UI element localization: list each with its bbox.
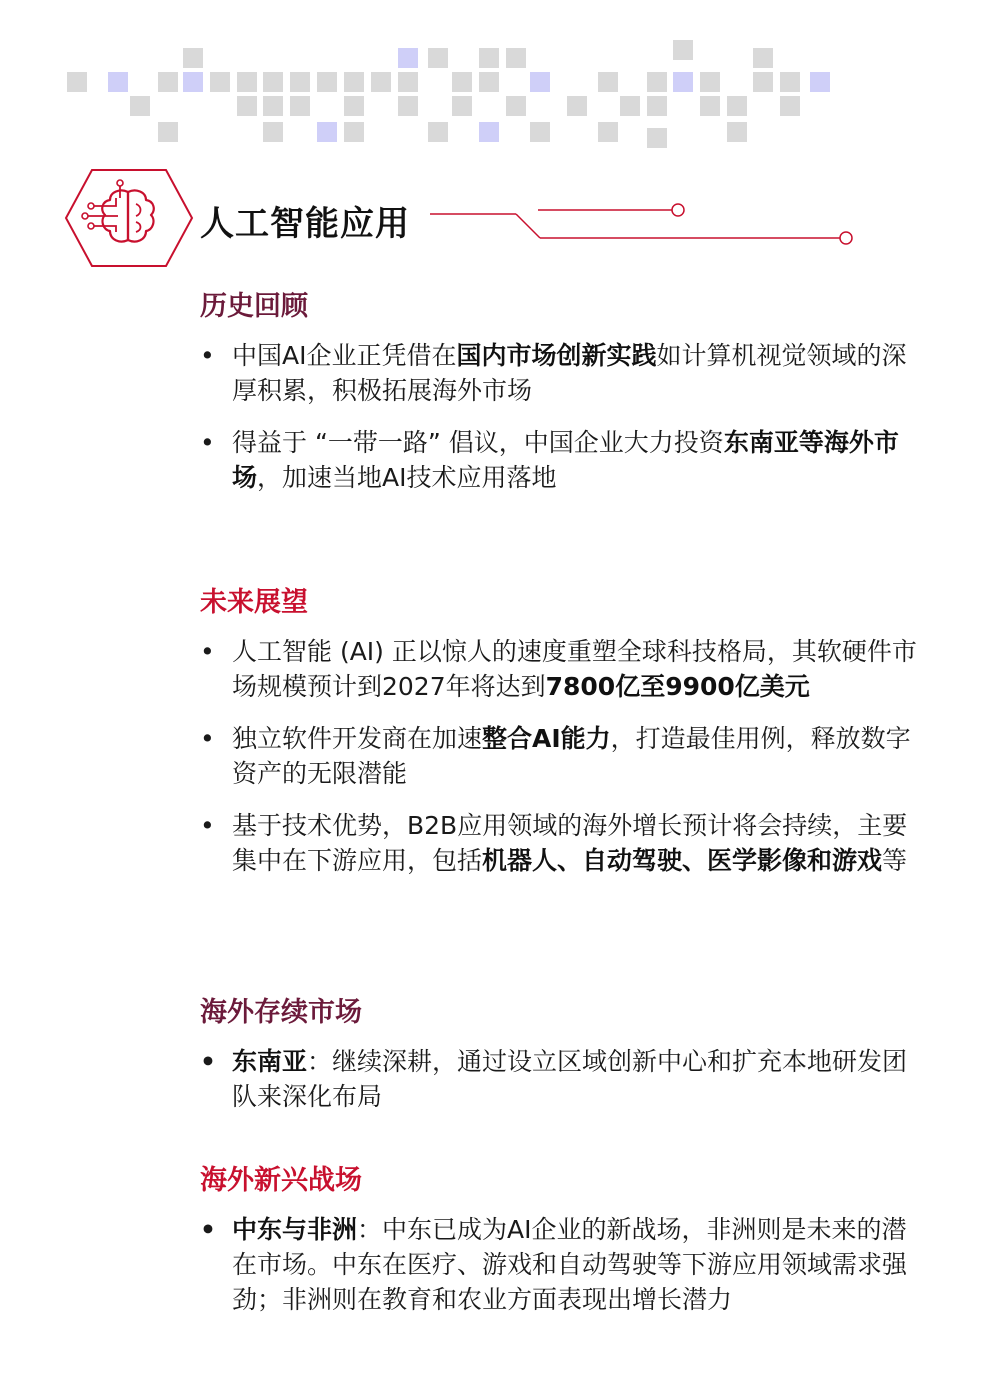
pixel-square bbox=[700, 72, 720, 92]
text-segment: 中国AI企业正凭借在 bbox=[232, 341, 457, 370]
bullet-dot: • bbox=[200, 637, 215, 666]
pixel-square bbox=[598, 122, 618, 142]
pixel-square bbox=[263, 96, 283, 116]
bold-text-segment: 东南亚 bbox=[232, 1047, 308, 1076]
bullet-dot: • bbox=[200, 1215, 216, 1244]
text-segment: 基于技术优势，B2B应用领域的海外增长预计将会持续，主要集中在下游应用，包括 bbox=[232, 811, 908, 875]
pixel-square bbox=[344, 72, 364, 92]
section-heading: 未来展望 bbox=[200, 587, 308, 618]
bold-text-segment: 7800亿至9900亿美元 bbox=[545, 672, 810, 701]
pixel-square bbox=[290, 72, 310, 92]
bullet-dot: • bbox=[200, 428, 215, 457]
pixel-square bbox=[479, 122, 499, 142]
pixel-square bbox=[210, 72, 230, 92]
list-item bbox=[200, 338, 930, 408]
pixel-square bbox=[700, 96, 720, 116]
pixel-square bbox=[780, 96, 800, 116]
pixel-square bbox=[780, 72, 800, 92]
pixel-square bbox=[753, 48, 773, 68]
pixel-square bbox=[647, 72, 667, 92]
text-segment: 人工智能 (AI) 正以惊人的速度重塑全球科技格局，其软硬件市场规模预计到2027年将达到 bbox=[232, 637, 917, 701]
text-segment: ：继续深耕，通过设立区域创新中心和扩充本地研发团队来深化布局 bbox=[232, 1047, 908, 1111]
list-item bbox=[200, 634, 930, 704]
pixel-square bbox=[753, 72, 773, 92]
pixel-square bbox=[344, 122, 364, 142]
bullet-list bbox=[200, 634, 930, 895]
bold-text-segment: 整合AI能力 bbox=[482, 724, 611, 753]
pixel-square bbox=[673, 40, 693, 60]
text-segment: 得益于 “一带一路” 倡议，中国企业大力投资 bbox=[232, 428, 724, 457]
pixel-square bbox=[398, 96, 418, 116]
pixel-square bbox=[263, 72, 283, 92]
list-item bbox=[200, 808, 930, 878]
pixel-square bbox=[317, 72, 337, 92]
pixel-square bbox=[130, 96, 150, 116]
pixel-square bbox=[530, 122, 550, 142]
list-item bbox=[200, 1212, 930, 1317]
pixel-square bbox=[237, 96, 257, 116]
pixel-square bbox=[344, 96, 364, 116]
title-connector-lines bbox=[420, 196, 870, 252]
pixel-square bbox=[428, 48, 448, 68]
pixel-square bbox=[479, 72, 499, 92]
pixel-square bbox=[371, 72, 391, 92]
section-heading: 海外存续市场 bbox=[200, 997, 362, 1028]
bold-text-segment: 国内市场创新实践 bbox=[456, 341, 657, 370]
pixel-square bbox=[567, 96, 587, 116]
pixel-square bbox=[506, 96, 526, 116]
bullet-dot: • bbox=[200, 811, 215, 840]
pixel-square bbox=[727, 122, 747, 142]
text-segment: 如计算机视觉领域的深厚积累，积极拓展海外市场 bbox=[232, 341, 907, 405]
text-segment: ：中东已成为AI企业的新战场，非洲则是未来的潜在市场。中东在医疗、游戏和自动驾驶等下游应用领域需求强劲；非洲则在教育和农业方面表现出增长潜力 bbox=[232, 1215, 908, 1314]
bullet-dot: • bbox=[200, 1047, 216, 1076]
text-segment: 等 bbox=[882, 846, 908, 875]
section-heading: 历史回顾 bbox=[200, 291, 308, 322]
pixel-square bbox=[530, 72, 550, 92]
bullet-list bbox=[200, 1044, 930, 1131]
pixel-square bbox=[452, 96, 472, 116]
list-item bbox=[200, 1044, 930, 1114]
bullet-dot: • bbox=[200, 724, 215, 753]
pixel-square bbox=[598, 72, 618, 92]
bullet-list bbox=[200, 338, 930, 512]
list-item bbox=[200, 721, 930, 791]
pixel-square bbox=[620, 96, 640, 116]
pixel-square bbox=[317, 122, 337, 142]
bold-text-segment: 中东与非洲 bbox=[232, 1215, 358, 1244]
pixel-pattern-decoration bbox=[0, 0, 1000, 160]
pixel-square bbox=[452, 72, 472, 92]
pixel-square bbox=[398, 48, 418, 68]
pixel-square bbox=[290, 96, 310, 116]
pixel-square bbox=[158, 72, 178, 92]
brain-circuit-icon bbox=[64, 168, 194, 268]
bullet-list bbox=[200, 1212, 930, 1334]
pixel-square bbox=[479, 48, 499, 68]
page-title: 人工智能应用 bbox=[200, 204, 410, 244]
bold-text-segment: 东南亚等海外市场 bbox=[232, 428, 899, 492]
pixel-square bbox=[237, 72, 257, 92]
pixel-square bbox=[183, 48, 203, 68]
pixel-square bbox=[158, 122, 178, 142]
pixel-square bbox=[398, 72, 418, 92]
list-item bbox=[200, 425, 930, 495]
pixel-square bbox=[67, 72, 87, 92]
pixel-square bbox=[183, 72, 203, 92]
text-segment: ，加速当地AI技术应用落地 bbox=[257, 463, 557, 492]
pixel-square bbox=[647, 128, 667, 148]
bullet-dot: • bbox=[200, 341, 215, 370]
pixel-square bbox=[810, 72, 830, 92]
section-heading: 海外新兴战场 bbox=[200, 1165, 362, 1196]
bold-text-segment: 机器人、自动驾驶、医学影像和游戏 bbox=[482, 846, 883, 875]
pixel-square bbox=[506, 48, 526, 68]
text-segment: ，打造最佳用例，释放数字资产的无限潜能 bbox=[232, 724, 911, 788]
pixel-square bbox=[263, 122, 283, 142]
pixel-square bbox=[673, 72, 693, 92]
text-segment: 独立软件开发商在加速 bbox=[232, 724, 483, 753]
pixel-square bbox=[428, 122, 448, 142]
pixel-square bbox=[727, 96, 747, 116]
pixel-square bbox=[647, 96, 667, 116]
pixel-square bbox=[108, 72, 128, 92]
